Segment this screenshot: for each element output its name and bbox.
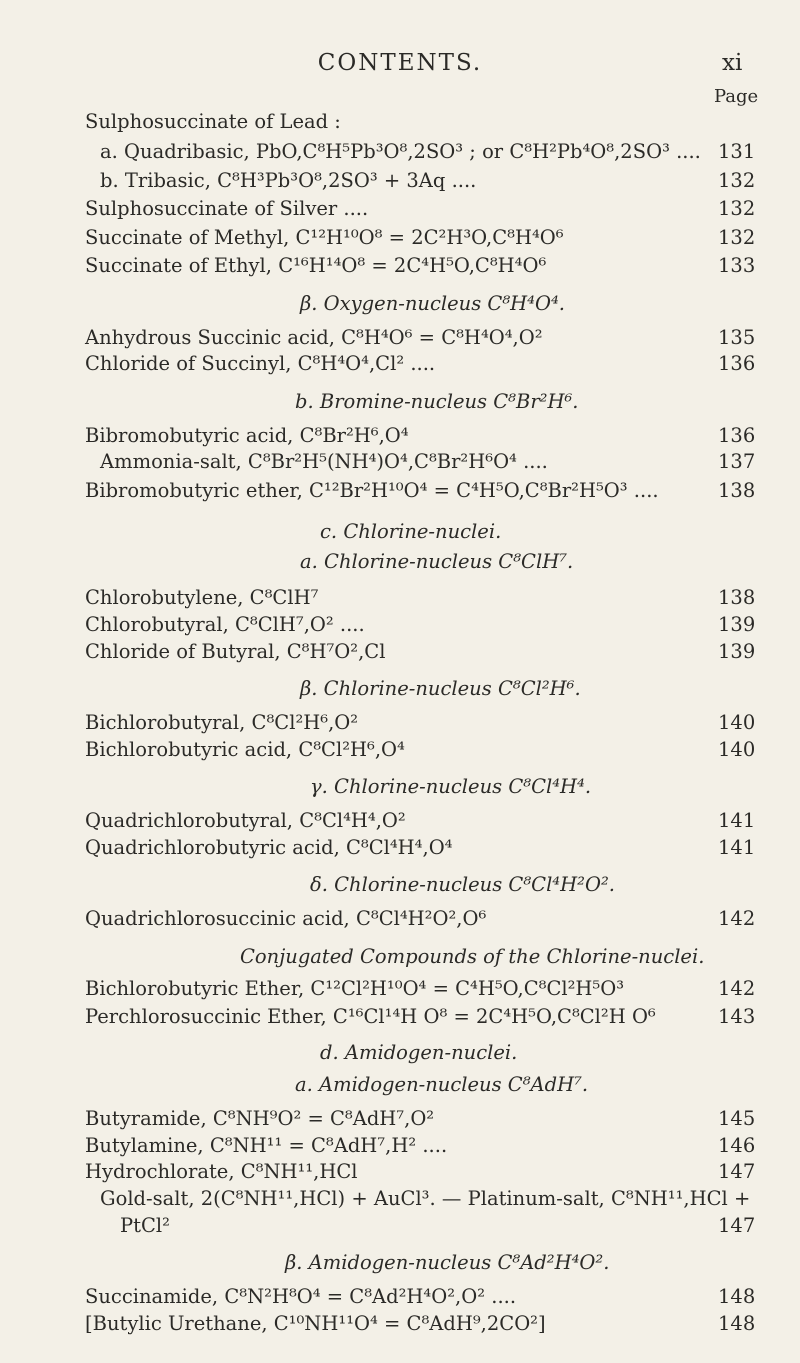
entry-page-number: 137: [718, 450, 756, 473]
entry-page-number: 146: [718, 1134, 756, 1157]
entry-text: Succinate of Methyl, C¹²H¹⁰O⁸ = 2C²H³O,C⁸H⁴O⁶: [85, 226, 564, 249]
entry-text: Bibromobutyric ether, C¹²Br²H¹⁰O⁴ = C⁴H⁵O,C⁸Br²H⁵O³ ....: [85, 479, 659, 502]
entry-page-number: 140: [718, 711, 756, 734]
section-heading: d. Amidogen-nuclei.: [320, 1041, 518, 1064]
entry-text: Bichlorobutyric acid, C⁸Cl²H⁶,O⁴: [85, 738, 405, 761]
entry-page-number: 140: [718, 738, 756, 761]
entry-text: Hydrochlorate, C⁸NH¹¹,HCl: [85, 1160, 358, 1183]
contents-entry: [0, 169, 790, 193]
entry-text: Bibromobutyric acid, C⁸Br²H⁶,O⁴: [85, 424, 409, 447]
contents-entry: [0, 1214, 790, 1238]
entry-text: Gold-salt, 2(C⁸NH¹¹,HCl) + AuCl³. — Platinum-salt, C⁸NH¹¹,HCl +: [100, 1187, 751, 1210]
section-heading: c. Chlorine-nuclei.: [320, 520, 502, 543]
contents-entry: [0, 836, 790, 860]
contents-entry: [0, 1107, 790, 1131]
contents-entry: [0, 326, 790, 350]
entry-text: Ammonia-salt, C⁸Br²H⁵(NH⁴)O⁴,C⁸Br²H⁶O⁴ ....: [100, 450, 548, 473]
contents-entry: [0, 479, 790, 503]
contents-entry: [0, 140, 790, 164]
entry-text: Anhydrous Succinic acid, C⁸H⁴O⁶ = C⁸H⁴O⁴,O²: [85, 326, 543, 349]
entry-text: Butylamine, C⁸NH¹¹ = C⁸AdH⁷,H² ....: [85, 1134, 448, 1157]
contents-entry: [0, 1187, 790, 1211]
entry-text: Bichlorobutyral, C⁸Cl²H⁶,O²: [85, 711, 359, 734]
entry-text: Quadrichlorobutyric acid, C⁸Cl⁴H⁴,O⁴: [85, 836, 453, 859]
entry-page-number: 136: [718, 352, 756, 375]
contents-entry: [0, 738, 790, 762]
section-heading: δ. Chlorine-nucleus C⁸Cl⁴H²O².: [310, 873, 615, 896]
contents-entry: [0, 640, 790, 664]
contents-entry: [0, 197, 790, 221]
entry-page-number: 132: [718, 197, 756, 220]
contents-entry: [0, 809, 790, 833]
entry-text: Perchlorosuccinic Ether, C¹⁶Cl¹⁴H O⁸ = 2C⁴H⁵O,C⁸Cl²H O⁶: [85, 1005, 656, 1028]
entry-page-number: 138: [718, 479, 756, 502]
entry-text: [Butylic Urethane, C¹⁰NH¹¹O⁴ = C⁸AdH⁹,2CO²]: [85, 1312, 546, 1335]
contents-entry: [0, 424, 790, 448]
contents-entry: [0, 1005, 790, 1029]
entry-page-number: 138: [718, 586, 756, 609]
entry-page-number: 133: [718, 254, 756, 277]
entry-text: Chloride of Succinyl, C⁸H⁴O⁴,Cl² ....: [85, 352, 436, 375]
entry-text: PtCl²: [120, 1214, 170, 1237]
section-heading: b. Bromine-nucleus C⁸Br²H⁶.: [295, 390, 579, 413]
entry-page-number: 132: [718, 226, 756, 249]
contents-entry: [0, 907, 790, 931]
entry-text: a. Quadribasic, PbO,C⁸H⁵Pb³O⁸,2SO³ ; or C⁸H²Pb⁴O⁸,2SO³ ....: [100, 140, 701, 163]
entry-page-number: 132: [718, 169, 756, 192]
section-heading: β. Chlorine-nucleus C⁸Cl²H⁶.: [300, 677, 581, 700]
entry-page-number: 139: [718, 613, 756, 636]
section-heading: γ. Chlorine-nucleus C⁸Cl⁴H⁴.: [310, 775, 592, 798]
entry-text: Chlorobutylene, C⁸ClH⁷: [85, 586, 319, 609]
section-heading: a. Chlorine-nucleus C⁸ClH⁷.: [300, 550, 574, 573]
entry-text: Succinamide, C⁸N²H⁸O⁴ = C⁸Ad²H⁴O²,O² ....: [85, 1285, 517, 1308]
entry-text: Quadrichlorobutyral, C⁸Cl⁴H⁴,O²: [85, 809, 406, 832]
contents-entry: [0, 254, 790, 278]
contents-entry: [0, 450, 790, 474]
contents-entry: [0, 110, 790, 134]
contents-entry: [0, 1285, 790, 1309]
contents-entry: [0, 226, 790, 250]
entry-text: Quadrichlorosuccinic acid, C⁸Cl⁴H²O²,O⁶: [85, 907, 487, 930]
entry-text: Succinate of Ethyl, C¹⁶H¹⁴O⁸ = 2C⁴H⁵O,C⁸H⁴O⁶: [85, 254, 547, 277]
entry-page-number: 148: [718, 1285, 756, 1308]
contents-entry: [0, 586, 790, 610]
entry-page-number: 145: [718, 1107, 756, 1130]
entry-text: Butyramide, C⁸NH⁹O² = C⁸AdH⁷,O²: [85, 1107, 435, 1130]
page-title: CONTENTS.: [317, 50, 483, 76]
entry-text: Chloride of Butyral, C⁸H⁷O²,Cl: [85, 640, 386, 663]
entry-page-number: 143: [718, 1005, 756, 1028]
contents-entry: [0, 1160, 790, 1184]
entry-page-number: 139: [718, 640, 756, 663]
entry-page-number: 141: [718, 809, 756, 832]
entry-page-number: 148: [718, 1312, 756, 1335]
entry-text: b. Tribasic, C⁸H³Pb³O⁸,2SO³ + 3Aq ....: [100, 169, 477, 192]
section-heading: β. Amidogen-nucleus C⁸Ad²H⁴O².: [285, 1251, 610, 1274]
contents-entry: [0, 977, 790, 1001]
contents-entry: [0, 1134, 790, 1158]
contents-entry: [0, 352, 790, 376]
roman-page-number: xi: [722, 50, 743, 76]
entry-page-number: 135: [718, 326, 756, 349]
contents-entry: [0, 711, 790, 735]
entry-page-number: 136: [718, 424, 756, 447]
entry-page-number: 131: [718, 140, 756, 163]
entry-page-number: 142: [718, 977, 756, 1000]
entry-text: Sulphosuccinate of Silver ....: [85, 197, 369, 220]
page-column-label: Page: [714, 86, 759, 107]
entry-text: Sulphosuccinate of Lead :: [85, 110, 341, 133]
section-heading: β. Oxygen-nucleus C⁸H⁴O⁴.: [300, 292, 565, 315]
section-heading: Conjugated Compounds of the Chlorine-nuclei.: [240, 945, 705, 968]
entry-text: Chlorobutyral, C⁸ClH⁷,O² ....: [85, 613, 365, 636]
section-heading: a. Amidogen-nucleus C⁸AdH⁷.: [295, 1073, 589, 1096]
contents-entry: [0, 613, 790, 637]
entry-text: Bichlorobutyric Ether, C¹²Cl²H¹⁰O⁴ = C⁴H⁵O,C⁸Cl²H⁵O³: [85, 977, 625, 1000]
entry-page-number: 147: [718, 1160, 756, 1183]
entry-page-number: 141: [718, 836, 756, 859]
entry-page-number: 142: [718, 907, 756, 930]
contents-entry: [0, 1312, 790, 1336]
entry-page-number: 147: [718, 1214, 756, 1237]
